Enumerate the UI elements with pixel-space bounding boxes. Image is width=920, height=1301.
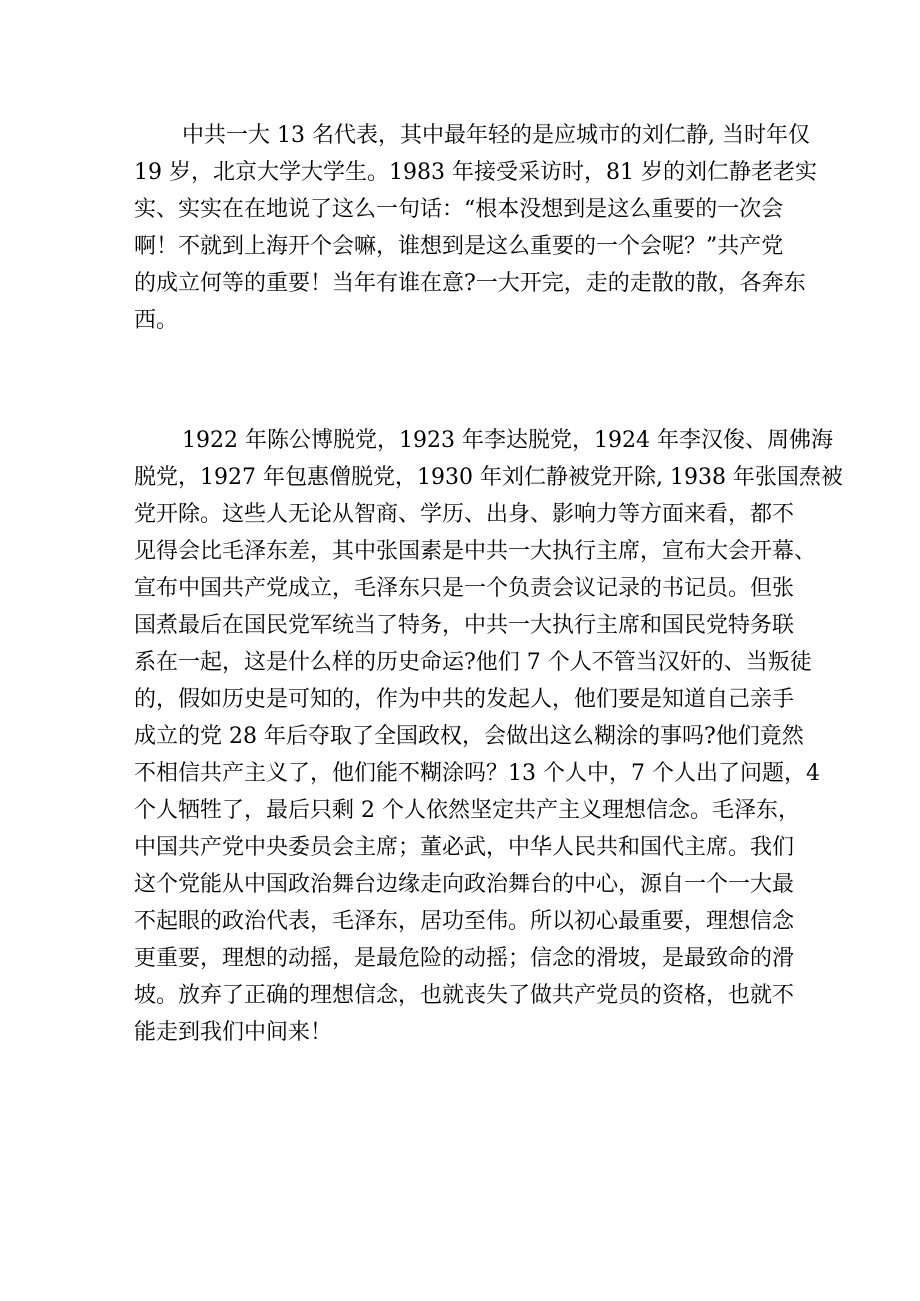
paragraph-line: 系在一起，这是什么样的历史命运?他们 7 个人不管当汉奸的、当叛徒 xyxy=(134,650,812,675)
paragraph-line: 坡。放弃了正确的理想信念，也就丧失了做共产党员的资格，也就不 xyxy=(134,983,795,1008)
paragraph-2 xyxy=(134,422,843,1051)
paragraph-line: 个人牺牲了，最后只剩 2 个人依然坚定共产主义理想信念。毛泽东， xyxy=(134,798,800,823)
paragraph-line: 党开除。这些人无论从智商、学历、出身、影响力等方面来看，都不 xyxy=(134,502,795,527)
paragraph-line: 宣布中国共产党成立，毛泽东只是一个负责会议记录的书记员。但张 xyxy=(134,576,795,601)
paragraph-line: 的成立何等的重要！当年有谁在意?一大开完，走的走散的散，各奔东 xyxy=(134,271,806,296)
paragraph-line: 国煮最后在国民党军统当了特务，中共一大执行主席和国民党特务联 xyxy=(134,613,795,638)
paragraph-line: 能走到我们中间来！ xyxy=(134,1020,333,1045)
paragraph-line: 啊！不就到上海开个会嘛，谁想到是这么重要的一个会呢？”共产党 xyxy=(134,234,784,259)
paragraph-line: 西。 xyxy=(134,308,179,333)
paragraph-1 xyxy=(134,117,817,339)
paragraph-line: 中国共产党中央委员会主席；董必武，中华人民共和国代主席。我们 xyxy=(134,835,795,860)
paragraph-line: 实、实实在在地说了这么一句话：“根本没想到是这么重要的一次会 xyxy=(134,197,784,222)
paragraph-line: 中共一大 13 名代表，其中最年轻的是应城市的刘仁静, 当时年仅 xyxy=(182,123,810,148)
paragraph-line: 的，假如历史是可知的，作为中共的发起人，他们要是知道自己亲手 xyxy=(134,687,795,712)
paragraph-line: 更重要，理想的动摇，是最危险的动摇；信念的滑坡，是最致命的滑 xyxy=(134,946,795,971)
paragraph-line: 这个党能从中国政治舞台边缘走向政治舞台的中心，源自一个一大最 xyxy=(134,872,795,897)
paragraph-line: 1922 年陈公博脱党，1923 年李达脱党，1924 年李汉俊、周佛海 xyxy=(182,428,833,453)
paragraph-line: 19 岁，北京大学大学生。1983 年接受采访时，81 岁的刘仁静老老实 xyxy=(134,160,817,185)
paragraph-line: 脱党，1927 年包惠僧脱党，1930 年刘仁静被党开除, 1938 年张国焘被 xyxy=(134,465,843,490)
paragraph-line: 成立的党 28 年后夺取了全国政权，会做出这么糊涂的事吗?他们竟然 xyxy=(134,724,804,749)
paragraph-line: 不相信共产主义了，他们能不糊涂吗？13 个人中，7 个人出了问题，4 xyxy=(134,761,820,786)
paragraph-line: 不起眼的政治代表，毛泽东，居功至伟。所以初心最重要，理想信念 xyxy=(134,909,795,934)
paragraph-line: 见得会比毛泽东差，其中张国素是中共一大执行主席，宣布大会开幕、 xyxy=(134,539,817,564)
